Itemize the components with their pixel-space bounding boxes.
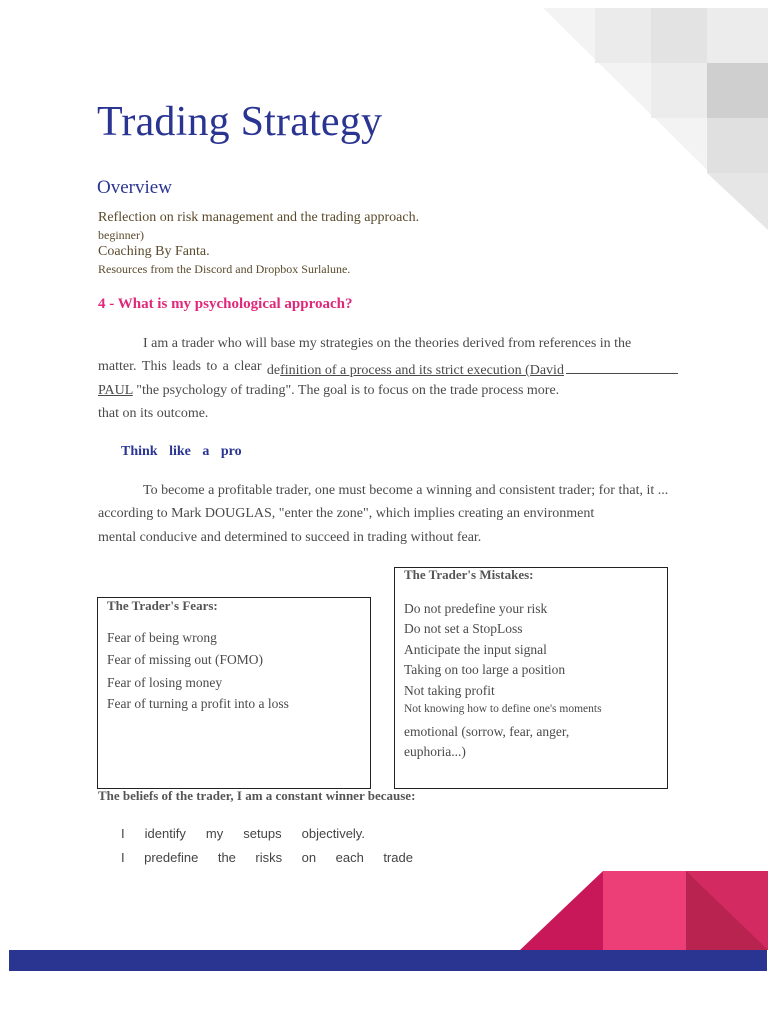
underlined-text: PAUL [98,383,133,398]
word-prefix: de [266,363,281,378]
meta-line: Reflection on risk management and the trading approach. [98,210,420,225]
word: setups [243,826,282,841]
paragraph-line-justified [98,359,678,379]
word: I [121,850,125,865]
list-item: Fear of turning a profit into a loss [107,696,289,711]
word: objectively. [301,826,365,841]
list-item: emotional (sorrow, fear, anger, [404,724,570,739]
beliefs-title: The beliefs of the trader, I am a constant winner because: [98,788,416,803]
word: to [206,359,218,374]
word: like [169,444,191,459]
deco-pink-square-dark [686,871,768,950]
deco-square [707,118,768,173]
word: trade [383,850,413,865]
traders-mistakes-box [394,567,668,789]
footer-bar [9,950,767,971]
word: a [222,359,229,374]
word: pro [220,444,242,459]
paragraph-line: I am a trader who will base my strategies on the theories derived from references in the [143,336,632,351]
word: I [121,826,125,841]
paragraph-line: mental conducive and determined to succeed in trading without fear. [98,530,482,545]
list-item: Anticipate the input signal [404,642,547,657]
word: Think [121,444,158,459]
paragraph-line: To become a profitable trader, one must become a winning and consistent trader; for that, it ... [143,483,669,498]
page-title: Trading Strategy [97,99,383,145]
deco-square [651,63,707,118]
word: matter. [98,359,137,374]
word: the [217,850,236,865]
list-item: Fear of missing out (FOMO) [107,652,263,667]
word: leads [172,359,201,374]
word: each [335,850,364,865]
deco-pink-shade [686,871,768,950]
text: "the psychology of trading". The goal is to focus on the trade process more. [132,383,560,398]
list-item: Fear of losing money [107,675,223,690]
box-title: The Trader's Fears: [107,598,218,613]
word: predefine [144,850,199,865]
meta-line: Coaching By Fanta. [98,244,210,259]
deco-pink-square [603,871,686,950]
list-item: Not knowing how to define one's moments [404,703,602,715]
word: risks [255,850,283,865]
overview-heading: Overview [97,177,172,198]
list-item: Fear of being wrong [107,630,217,645]
traders-fears-box [97,597,371,789]
deco-square [707,63,768,118]
underline-rule [566,359,678,374]
underlined-phrase [267,359,678,379]
word: This [141,359,167,374]
underlined-text: finition of a process and its strict execution (David [280,363,564,378]
deco-square [707,8,768,63]
list-item: Taking on too large a position [404,662,566,677]
deco-pink-triangle [520,871,603,950]
section-heading: 4 - What is my psychological approach? [98,296,353,312]
list-item: euphoria...) [404,744,466,759]
meta-line: beginner) [98,228,144,242]
word: my [205,826,224,841]
subheading-think-like-a-pro [121,444,242,460]
word: identify [144,826,186,841]
word: a [202,444,210,459]
list-item: Do not set a StopLoss [404,621,523,636]
paragraph-line: that on its outcome. [98,406,209,421]
meta-line: Resources from the Discord and Dropbox Surlalune. [98,262,351,276]
deco-square [595,8,651,63]
list-item: Do not predefine your risk [404,601,548,616]
deco-triangle-large [543,8,768,230]
paragraph-line [98,383,559,399]
paragraph-line: according to Mark DOUGLAS, "enter the zone", which implies creating an environment [98,506,595,521]
belief-line [121,850,413,865]
word: on [301,850,317,865]
belief-line [121,826,365,841]
list-item: Not taking profit [404,683,495,698]
box-title: The Trader's Mistakes: [404,567,534,582]
deco-triangle-small [707,173,768,230]
deco-square [651,8,707,63]
word: clear [234,359,262,374]
